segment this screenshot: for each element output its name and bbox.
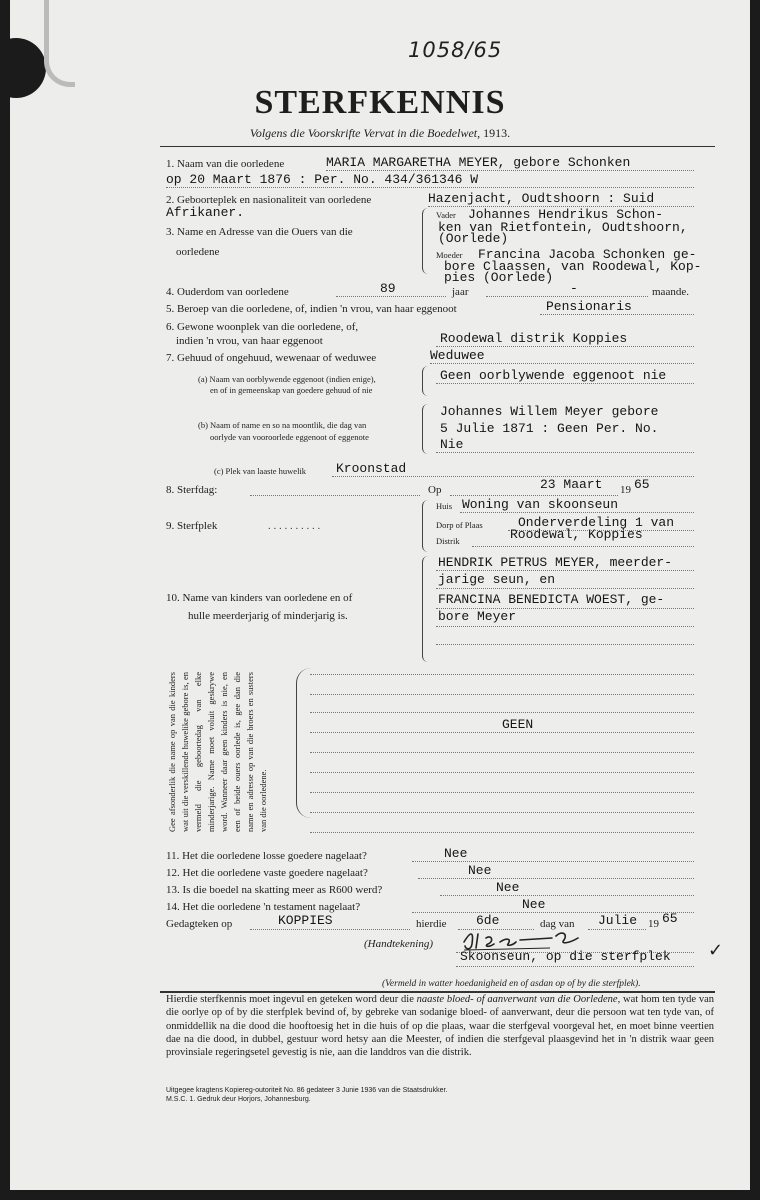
answer-fixed-property: Nee bbox=[468, 863, 492, 878]
answer-town-line1: Onderverdeling 1 van bbox=[518, 515, 675, 530]
label-estate-value: 13. Is die boedel na skatting meer as R600 werd? bbox=[166, 884, 383, 896]
label-town-farm: Dorp of Plaas bbox=[436, 520, 483, 530]
siblings-instruction-note: Gee afsonderlik die name op van die kinders wat uit die verskillende huwelike gebore is, en vermeld die geboortedag van elke minderjarige. Name moet voluit geskrywe word. Wanneer daar geen kinders is nie, en een of beide ouers oorlede is, gee dan die name en adresse op van die broers en susters van die oorledene. bbox=[167, 672, 268, 832]
label-district: Distrik bbox=[436, 536, 460, 546]
label-signature: (Handtekening) bbox=[364, 938, 434, 950]
answer-will: Nee bbox=[522, 897, 546, 912]
answer-age-years: 89 bbox=[380, 281, 396, 296]
label-on: Op bbox=[428, 484, 442, 496]
answer-signed-year: 65 bbox=[662, 911, 678, 926]
label-years: jaar bbox=[452, 286, 469, 298]
answer-mother-line3: pies (Oorlede) bbox=[444, 270, 554, 285]
answer-estate-value: Nee bbox=[496, 880, 520, 895]
label-father: Vader bbox=[436, 210, 456, 220]
label-months: maande. bbox=[652, 286, 689, 298]
label-residence-2: indien 'n vrou, van haar eggenoot bbox=[176, 335, 323, 347]
label-occupation: 5. Beroep van die oorledene, of, indien 'n vrou, van haar eggenoot bbox=[166, 303, 457, 315]
form-subtitle: Volgens die Voorskrifte Vervat in die Boedelwet, 1913. bbox=[249, 126, 511, 140]
answer-last-marriage: Kroonstad bbox=[336, 461, 407, 476]
reference-number: 1058/65 bbox=[408, 38, 503, 62]
answer-birthplace-line2: Afrikaner. bbox=[166, 205, 245, 220]
label-day-of: dag van bbox=[540, 918, 575, 930]
label-parents: 3. Name en Adresse van die Ouers van die bbox=[166, 226, 353, 238]
label-surviving-spouse: (a) Naam van oorblywende eggenoot (indien enige), bbox=[198, 374, 376, 384]
label-residence: 6. Gewone woonplek van die oorledene, of, bbox=[166, 321, 359, 333]
answer-name-line2: op 20 Maart 1876 : Per. No. 434/361346 W bbox=[166, 172, 479, 187]
answer-death-year: 65 bbox=[634, 477, 650, 492]
answer-siblings-none: GEEN bbox=[502, 717, 534, 732]
label-house: Huis bbox=[436, 501, 453, 511]
answer-house: Woning van skoonseun bbox=[462, 497, 619, 512]
answer-children-line3: FRANCINA BENEDICTA WOEST, ge- bbox=[438, 592, 665, 607]
label-will: 14. Het die oorledene 'n testament nagelaat? bbox=[166, 901, 361, 913]
answer-mother-line2: bore Claassen, van Roodewal, Kop- bbox=[444, 259, 702, 274]
answer-age-months: - bbox=[570, 281, 578, 296]
label-predeceased-spouse: (b) Naam of name en so na moontlik, die dag van bbox=[198, 420, 367, 430]
children-brace bbox=[422, 556, 433, 662]
header-rule bbox=[160, 146, 715, 147]
label-marital-status: 7. Gehuud of ongehuud, wewenaar of weduwee bbox=[166, 352, 377, 364]
answer-date-of-death: 23 Maart bbox=[540, 477, 603, 492]
label-date-of-death: 8. Sterfdag: bbox=[166, 484, 218, 496]
answer-children-line1: HENDRIK PETRUS MEYER, meerder- bbox=[438, 555, 673, 570]
answer-marital-status: Weduwee bbox=[430, 348, 485, 363]
answer-father-line2: ken van Rietfontein, Oudtshoorn, bbox=[438, 220, 688, 235]
check-mark-icon: ✓ bbox=[708, 940, 724, 961]
answer-signed-place: KOPPIES bbox=[278, 913, 333, 928]
answer-residence: Roodewal distrik Koppies bbox=[440, 331, 628, 346]
dotted-leader: . . . . . . . . . . bbox=[268, 520, 321, 532]
label-birthplace: 2. Geboorteplek en nasionaliteit van oorledene bbox=[166, 194, 372, 206]
siblings-brace bbox=[296, 668, 311, 818]
answer-capacity: Skoonseun, op die sterfplek bbox=[460, 949, 671, 964]
answer-children-line4: bore Meyer bbox=[438, 609, 517, 624]
form-title: STERFKENNIS bbox=[254, 84, 506, 121]
parents-brace bbox=[422, 208, 433, 274]
label-children: 10. Name van kinders van oorledene en of bbox=[166, 592, 353, 604]
death-notice-form bbox=[10, 0, 750, 1190]
label-signed-at: Gedagteken op bbox=[166, 918, 233, 930]
label-name-deceased: 1. Naam van die oorledene bbox=[166, 158, 285, 170]
answer-surviving-spouse: Geen oorblywende eggenoot nie bbox=[440, 368, 667, 383]
answer-mother-line1: Francina Jacoba Schonken ge- bbox=[478, 247, 697, 262]
answer-father-line3: (Oorlede) bbox=[438, 231, 509, 246]
label-age: 4. Ouderdom van oorledene bbox=[166, 286, 289, 298]
label-children-2: hulle meerderjarig of minderjarig is. bbox=[188, 610, 348, 622]
answer-predeceased-line1: Johannes Willem Meyer gebore bbox=[440, 404, 659, 419]
answer-movable-property: Nee bbox=[444, 846, 468, 861]
label-parents-2: oorledene bbox=[176, 246, 220, 258]
instruction-note: Hierdie sterfkennis moet ingevul en geteken word deur die naaste bloed- of aanverwant van die Oorledene, wat hom ten tyde van die oorlye op of by die sterfplek bevind of, by gebreke van sodanige bloed- of aanverwant, deur die persoon wat ten tyde van, of onmiddellik na die dood die hooftoesig het in die huis of op die plaas, waar die sterfgeval voorgeval het, en moet binne veertien dae na die dood, in dubbel, gestuur word hetsy aan die Meester, of indien die sterfgeval plaasgevind het in 'n distrik waar geen provinsiale regeringsetel gevestig is nie, aan die landdros van die distrik. bbox=[166, 994, 715, 1059]
label-signed-century: 19 bbox=[648, 918, 659, 930]
answer-father-line1: Johannes Hendrikus Schon- bbox=[468, 207, 664, 222]
printer-authority: Uitgegee kragtens Kopiereg-outoriteit No. 86 gedateer 3 Junie 1936 van die Staatsdrukker. bbox=[166, 1087, 448, 1094]
label-century: 19 bbox=[620, 484, 631, 496]
printer-name: M.S.C. 1. Gedruk deur Horjors, Johannesburg. bbox=[166, 1096, 311, 1103]
answer-predeceased-line2: 5 Julie 1871 : Geen Per. No. bbox=[440, 421, 659, 436]
label-hereby: hierdie bbox=[416, 918, 447, 930]
label-fixed-property: 12. Het die oorledene vaste goedere nagelaat? bbox=[166, 867, 368, 879]
answer-town-line2: Roodewal, Koppies bbox=[510, 527, 643, 542]
label-mother: Moeder bbox=[436, 250, 463, 260]
label-movable-property: 11. Het die oorledene losse goedere nagelaat? bbox=[166, 850, 367, 862]
answer-predeceased-line3: Nie bbox=[440, 437, 464, 452]
answer-children-line2: jarige seun, en bbox=[438, 572, 556, 587]
label-surviving-spouse-2: en of in gemeenskap van goedere gehuud of nie bbox=[210, 385, 373, 395]
answer-birthplace-line1: Hazenjacht, Oudtshoorn : Suid bbox=[428, 191, 655, 206]
answer-name-line1: MARIA MARGARETHA MEYER, gebore Schonken bbox=[326, 155, 631, 170]
answer-signed-day: 6de bbox=[476, 913, 500, 928]
label-capacity-instruction: (Vermeld in watter hoedanigheid en of asdan op of by die sterfplek). bbox=[382, 979, 641, 989]
answer-occupation: Pensionaris bbox=[546, 299, 632, 314]
binding-string bbox=[44, 0, 75, 87]
label-predeceased-spouse-2: oorlyde van vooroorlede eggenoot of eggenote bbox=[210, 432, 369, 442]
label-place-of-death: 9. Sterfplek bbox=[166, 520, 218, 532]
label-last-marriage: (c) Plek van laaste huwelik bbox=[214, 466, 307, 476]
answer-signed-month: Julie bbox=[598, 913, 638, 928]
